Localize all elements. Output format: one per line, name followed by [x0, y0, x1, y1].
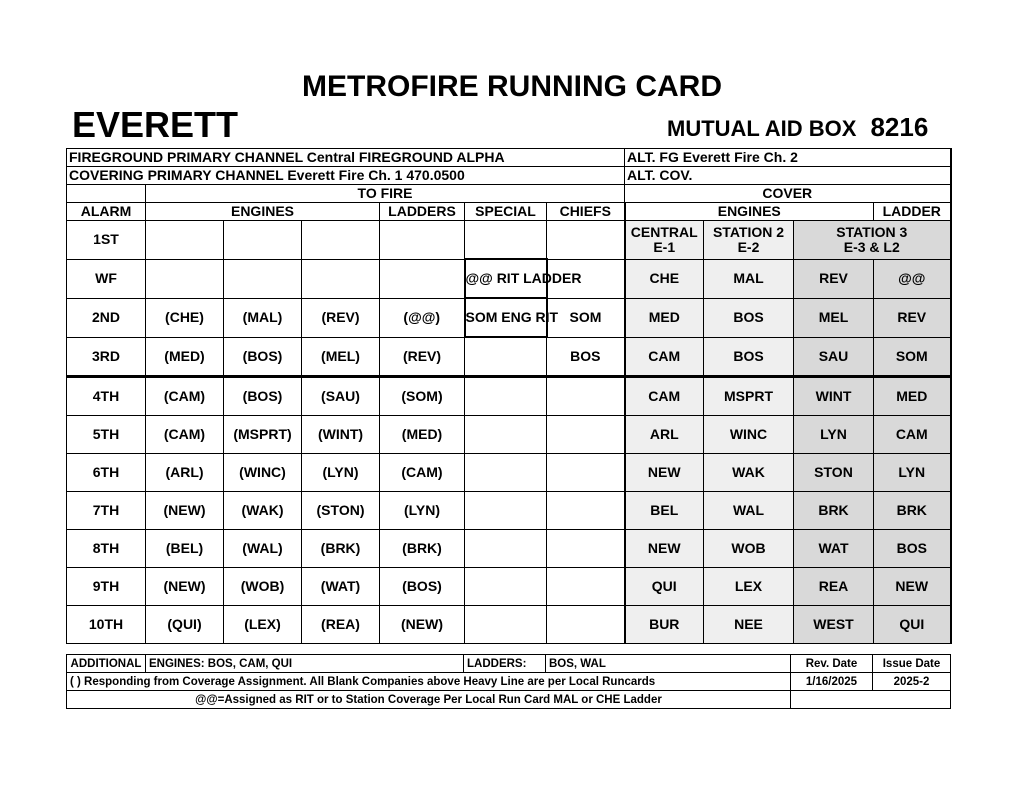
- alarm-level: 5TH: [67, 416, 146, 454]
- station3-sub: E-3 & L2: [843, 238, 900, 255]
- alarm-level: 1ST: [67, 221, 146, 260]
- cover-central-engine: ARL: [625, 416, 704, 454]
- cover-station2-engine: BOS: [704, 337, 794, 377]
- to-fire-heading: TO FIRE: [146, 185, 625, 203]
- ladder: [380, 259, 465, 298]
- additional-label: ADDITIONAL: [67, 655, 146, 673]
- cover-ladder: LYN: [874, 454, 951, 492]
- engine-3: (REV): [302, 298, 380, 337]
- cover-ladder: CAM: [874, 416, 951, 454]
- mutual-aid-box: [667, 112, 928, 143]
- rev-date-label: Rev. Date: [791, 655, 873, 673]
- chiefs: [547, 530, 625, 568]
- alarm-level: WF: [67, 259, 146, 298]
- table-row: [67, 492, 951, 530]
- cover-station2-engine: WOB: [704, 530, 794, 568]
- running-card-table: [66, 148, 952, 644]
- cover-station3-engine: SAU: [794, 337, 874, 377]
- alarm-level: 4TH: [67, 377, 146, 416]
- engine-2: [224, 259, 302, 298]
- ladder: (LYN): [380, 492, 465, 530]
- engine-1: (BEL): [146, 530, 224, 568]
- cover-ladder: QUI: [874, 606, 951, 644]
- cover-heading: COVER: [625, 185, 951, 203]
- chiefs-heading: CHIEFS: [547, 203, 625, 221]
- table-row: [67, 259, 951, 298]
- engine-2: (MAL): [224, 298, 302, 337]
- engine-3: [302, 259, 380, 298]
- engine-2: (BOS): [224, 337, 302, 377]
- table-row: [67, 298, 951, 337]
- fireground-primary-channel: FIREGROUND PRIMARY CHANNEL Central FIREGROUND ALPHA: [67, 149, 625, 167]
- engine-1: (CHE): [146, 298, 224, 337]
- alarm-level: 10TH: [67, 606, 146, 644]
- station2-label: STATION 2: [712, 223, 785, 240]
- ladder: (SOM): [380, 377, 465, 416]
- cover-station3-engine: MEL: [794, 298, 874, 337]
- special: SOM ENG RIT: [465, 298, 547, 337]
- chiefs: [547, 606, 625, 644]
- station2-sub: E-2: [737, 238, 760, 255]
- alarm-level: 6TH: [67, 454, 146, 492]
- ladder: (BRK): [380, 530, 465, 568]
- special: [465, 416, 547, 454]
- table-row: [67, 530, 951, 568]
- alarm-heading: ALARM: [67, 203, 146, 221]
- station3-label: STATION 3: [836, 223, 908, 240]
- engine-3: (BRK): [302, 530, 380, 568]
- engine-1: (ARL): [146, 454, 224, 492]
- box-label: MUTUAL AID BOX: [667, 116, 857, 141]
- central-station-header: [625, 221, 704, 260]
- engine-3: (LYN): [302, 454, 380, 492]
- special: [465, 377, 547, 416]
- special: [465, 337, 547, 377]
- ladder: (CAM): [380, 454, 465, 492]
- ladder: (@@): [380, 298, 465, 337]
- engine-2: (WINC): [224, 454, 302, 492]
- cover-ladder-heading: LADDER: [874, 203, 951, 221]
- table-row: [67, 416, 951, 454]
- alarm-level: 2ND: [67, 298, 146, 337]
- cover-station2-engine: BOS: [704, 298, 794, 337]
- additional-engines: ENGINES: BOS, CAM, QUI: [146, 655, 464, 673]
- cover-central-engine: NEW: [625, 530, 704, 568]
- page-title: METROFIRE RUNNING CARD: [302, 70, 722, 103]
- chiefs: SOM: [547, 298, 625, 337]
- cover-ladder: SOM: [874, 337, 951, 377]
- ladder: (BOS): [380, 568, 465, 606]
- engine-1: (NEW): [146, 492, 224, 530]
- engine-3: (SAU): [302, 377, 380, 416]
- alarm-level: 7TH: [67, 492, 146, 530]
- engine-3: (STON): [302, 492, 380, 530]
- issue-date: 2025-2: [873, 673, 951, 691]
- cover-station3-engine: BRK: [794, 492, 874, 530]
- chiefs: [547, 377, 625, 416]
- cover-ladder: MED: [874, 377, 951, 416]
- chiefs: [547, 454, 625, 492]
- cover-station2-engine: MAL: [704, 259, 794, 298]
- central-label: CENTRAL: [630, 223, 698, 240]
- ladder: (REV): [380, 337, 465, 377]
- engines-heading: ENGINES: [146, 203, 380, 221]
- cover-ladder: BOS: [874, 530, 951, 568]
- cover-central-engine: BUR: [625, 606, 704, 644]
- ladder: (MED): [380, 416, 465, 454]
- cover-central-engine: MED: [625, 298, 704, 337]
- engine-2: (WAK): [224, 492, 302, 530]
- chiefs: BOS: [547, 337, 625, 377]
- cover-central-engine: BEL: [625, 492, 704, 530]
- cover-ladder: REV: [874, 298, 951, 337]
- cover-central-engine: CHE: [625, 259, 704, 298]
- footer-blank: [791, 691, 951, 709]
- coverage-note: ( ) Responding from Coverage Assignment. All Blank Companies above Heavy Line are per Local Runcards: [67, 673, 791, 691]
- chiefs: [547, 416, 625, 454]
- rev-date: 1/16/2025: [791, 673, 873, 691]
- box-number: 8216: [870, 112, 929, 142]
- engine-3: (WINT): [302, 416, 380, 454]
- engine-3: (MEL): [302, 337, 380, 377]
- cover-ladder: @@: [874, 259, 951, 298]
- special-heading: SPECIAL: [465, 203, 547, 221]
- table-row: [67, 337, 951, 377]
- additional-ladders: BOS, WAL: [546, 655, 791, 673]
- engine-1: (CAM): [146, 377, 224, 416]
- special: @@ RIT LADDER: [465, 259, 547, 298]
- table-row: [67, 568, 951, 606]
- engine-1: (MED): [146, 337, 224, 377]
- chiefs: [547, 492, 625, 530]
- cover-station3-engine: REA: [794, 568, 874, 606]
- engine-2: (WOB): [224, 568, 302, 606]
- central-sub: E-1: [653, 238, 676, 255]
- cover-station2-engine: NEE: [704, 606, 794, 644]
- table-row: [67, 377, 951, 416]
- city-name: EVERETT: [72, 104, 239, 145]
- table-row: [67, 454, 951, 492]
- cover-station2-engine: MSPRT: [704, 377, 794, 416]
- cover-ladder: BRK: [874, 492, 951, 530]
- footer-table: [66, 654, 951, 709]
- chiefs: [547, 568, 625, 606]
- alt-fireground-channel: ALT. FG Everett Fire Ch. 2: [625, 149, 951, 167]
- cover-station2-engine: LEX: [704, 568, 794, 606]
- alarm-level: 9TH: [67, 568, 146, 606]
- engine-1: (QUI): [146, 606, 224, 644]
- special: [465, 492, 547, 530]
- cover-station2-engine: WINC: [704, 416, 794, 454]
- ladders-heading: LADDERS: [380, 203, 465, 221]
- engine-1: [146, 259, 224, 298]
- issue-date-label: Issue Date: [873, 655, 951, 673]
- cover-central-engine: NEW: [625, 454, 704, 492]
- special: [465, 606, 547, 644]
- alarm-level: 8TH: [67, 530, 146, 568]
- engine-3: (REA): [302, 606, 380, 644]
- ladder: (NEW): [380, 606, 465, 644]
- cover-engines-heading: ENGINES: [625, 203, 874, 221]
- engine-2: (LEX): [224, 606, 302, 644]
- cover-ladder: NEW: [874, 568, 951, 606]
- special: [465, 568, 547, 606]
- cover-station3-engine: WAT: [794, 530, 874, 568]
- cover-central-engine: CAM: [625, 337, 704, 377]
- cover-central-engine: QUI: [625, 568, 704, 606]
- additional-ladders-label: LADDERS:: [464, 655, 546, 673]
- engine-2: (MSPRT): [224, 416, 302, 454]
- cover-station3-engine: WEST: [794, 606, 874, 644]
- table-row: [67, 606, 951, 644]
- rit-note: @@=Assigned as RIT or to Station Coverage Per Local Run Card MAL or CHE Ladder: [67, 691, 791, 709]
- cover-central-engine: CAM: [625, 377, 704, 416]
- alarm-level: 3RD: [67, 337, 146, 377]
- cover-station2-engine: WAL: [704, 492, 794, 530]
- engine-1: (CAM): [146, 416, 224, 454]
- cover-station3-engine: REV: [794, 259, 874, 298]
- special: [465, 454, 547, 492]
- engine-2: (WAL): [224, 530, 302, 568]
- engine-1: (NEW): [146, 568, 224, 606]
- engine-3: (WAT): [302, 568, 380, 606]
- covering-primary-channel: COVERING PRIMARY CHANNEL Everett Fire Ch. 1 470.0500: [67, 167, 625, 185]
- alt-cover-channel: ALT. COV.: [625, 167, 951, 185]
- cover-station3-engine: LYN: [794, 416, 874, 454]
- special: [465, 530, 547, 568]
- cover-station3-engine: STON: [794, 454, 874, 492]
- engine-2: (BOS): [224, 377, 302, 416]
- cover-station2-engine: WAK: [704, 454, 794, 492]
- cover-station3-engine: WINT: [794, 377, 874, 416]
- station2-header: [704, 221, 794, 260]
- station3-header: [794, 221, 951, 260]
